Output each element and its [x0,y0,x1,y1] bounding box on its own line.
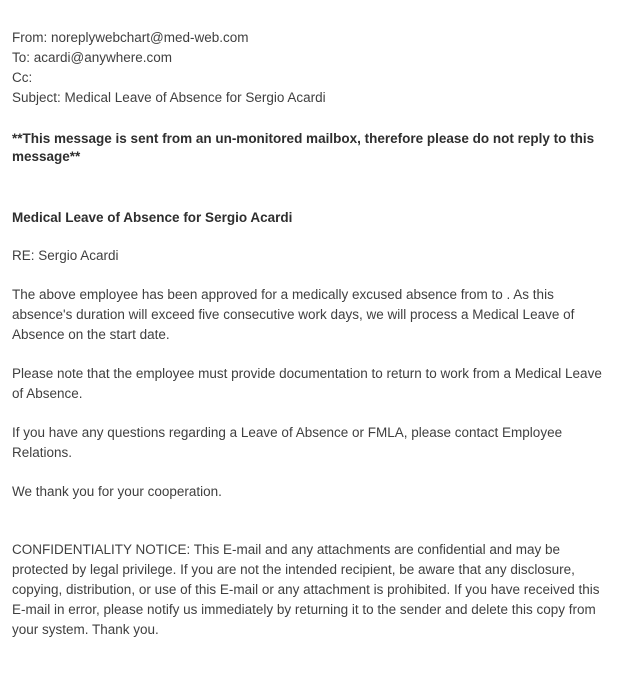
body-paragraph-1: The above employee has been approved for a medically excused absence from to . As this absence's duration will exceed five consecutive work days, we will process a Medical Leave of Absence on the start date. [12,287,575,342]
email-to-line: To: acardi@anywhere.com [12,50,173,65]
body-title: Medical Leave of Absence for Sergio Acardi [12,210,293,225]
body-spacer [12,502,606,540]
email-cc-line: Cc: [12,70,33,85]
email-header-block [12,28,606,108]
body-paragraph-2: Please note that the employee must provide documentation to return to work from a Medical Leave of Absence. [12,366,602,401]
confidentiality-notice: CONFIDENTIALITY NOTICE: This E-mail and any attachments are confidential and may be protected by legal privilege. If you are not the intended recipient, be aware that any disclosure, copying, distribution, or use of this E-mail or any attachment is prohibited. If you have received this E-mail in error, please notify us immediately by returning it to the sender and delete this copy from your system. Thank you. [12,542,600,637]
email-from-line: From: noreplywebchart@med-web.com [12,30,249,45]
body-paragraph-3: If you have any questions regarding a Leave of Absence or FMLA, please contact Employee Relations. [12,425,563,460]
body-paragraph-4: We thank you for your cooperation. [12,484,222,499]
re-line: RE: Sergio Acardi [12,248,119,263]
email-subject-line: Subject: Medical Leave of Absence for Sergio Acardi [12,90,326,105]
unmonitored-mailbox-notice: **This message is sent from an un-monitored mailbox, therefore please do not reply to this message** [12,131,595,164]
